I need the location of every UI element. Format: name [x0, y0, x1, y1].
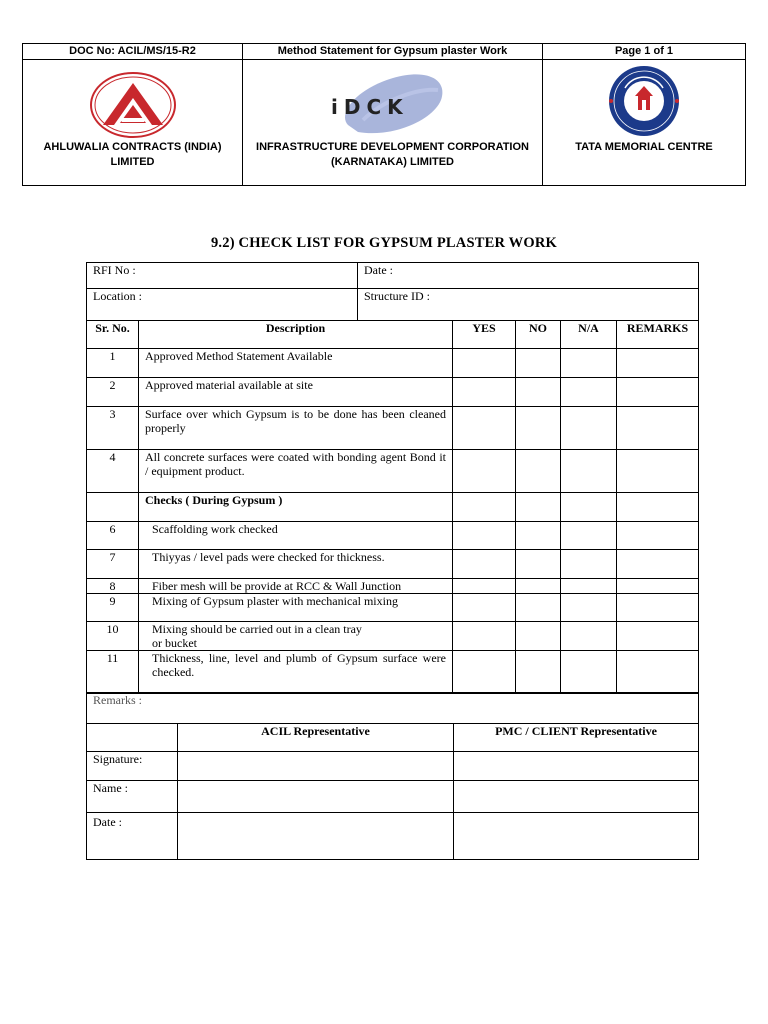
col-header-remarks: REMARKS	[617, 321, 699, 349]
idck-cell	[243, 60, 543, 186]
no-cell[interactable]	[516, 493, 561, 522]
acil-signature-field[interactable]	[178, 752, 454, 781]
item-description: Thickness, line, level and plumb of Gypsum surface were checked.	[139, 651, 453, 694]
yes-cell[interactable]	[453, 550, 516, 579]
table-row	[87, 594, 699, 622]
yes-cell[interactable]	[453, 493, 516, 522]
na-cell[interactable]	[561, 407, 617, 450]
item-number	[87, 493, 139, 522]
item-description: Fiber mesh will be provide at RCC & Wall Junction	[139, 579, 453, 594]
idck-logo-text: iDCK	[331, 95, 409, 119]
item-number: 7	[87, 550, 139, 579]
no-cell[interactable]	[516, 522, 561, 550]
checklist-table	[86, 320, 699, 694]
document-header	[22, 43, 746, 186]
checklist-title: 9.2) CHECK LIST FOR GYPSUM PLASTER WORK	[210, 235, 558, 251]
item-description: Mixing of Gypsum plaster with mechanical mixing	[139, 594, 453, 622]
no-cell[interactable]	[516, 622, 561, 651]
method-statement-title: Method Statement for Gypsum plaster Work	[243, 44, 543, 60]
item-description: Scaffolding work checked	[139, 522, 453, 550]
yes-cell[interactable]	[453, 522, 516, 550]
date-label: Date :	[87, 813, 178, 860]
signoff-corner	[87, 724, 178, 752]
info-table	[86, 262, 699, 321]
remarks-cell[interactable]	[617, 493, 699, 522]
name-label: Name :	[87, 781, 178, 813]
acil-logo	[23, 60, 242, 140]
yes-cell[interactable]	[453, 378, 516, 407]
page-number: Page 1 of 1	[543, 44, 746, 60]
na-cell[interactable]	[561, 651, 617, 694]
section-row	[87, 493, 699, 522]
yes-cell[interactable]	[453, 651, 516, 694]
yes-cell[interactable]	[453, 622, 516, 651]
no-cell[interactable]	[516, 378, 561, 407]
na-cell[interactable]	[561, 378, 617, 407]
col-header-na: N/A	[561, 321, 617, 349]
item-number: 6	[87, 522, 139, 550]
item-number: 8	[87, 579, 139, 594]
item-description: All concrete surfaces were coated with bonding agent Bond it / equipment product.	[139, 450, 453, 493]
col-header-description: Description	[139, 321, 453, 349]
item-description: Approved Method Statement Available	[139, 349, 453, 378]
table-row	[87, 450, 699, 493]
remarks-cell[interactable]	[617, 651, 699, 694]
remarks-field[interactable]: Remarks :	[87, 693, 699, 724]
date-field[interactable]: Date :	[358, 263, 699, 289]
doc-number: DOC No: ACIL/MS/15-R2	[23, 44, 243, 60]
rfi-field[interactable]: RFI No :	[87, 263, 358, 289]
pmc-name-field[interactable]	[454, 781, 699, 813]
na-cell[interactable]	[561, 579, 617, 594]
remarks-cell[interactable]	[617, 522, 699, 550]
idck-company-name: INFRASTRUCTURE DEVELOPMENT CORPORATION (KARNATAKA) LIMITED	[256, 141, 529, 168]
table-row	[87, 407, 699, 450]
remarks-cell[interactable]	[617, 622, 699, 651]
remarks-cell[interactable]	[617, 594, 699, 622]
na-cell[interactable]	[561, 493, 617, 522]
remarks-cell[interactable]	[617, 550, 699, 579]
no-cell[interactable]	[516, 579, 561, 594]
na-cell[interactable]	[561, 349, 617, 378]
item-number: 10	[87, 622, 139, 651]
no-cell[interactable]	[516, 550, 561, 579]
na-cell[interactable]	[561, 622, 617, 651]
yes-cell[interactable]	[453, 579, 516, 594]
table-row	[87, 522, 699, 550]
no-cell[interactable]	[516, 450, 561, 493]
item-description: Mixing should be carried out in a clean tray or bucket	[139, 622, 453, 651]
tmc-name: TATA MEMORIAL CENTRE	[575, 141, 713, 153]
remarks-cell[interactable]	[617, 378, 699, 407]
acil-representative-header: ACIL Representative	[178, 724, 454, 752]
no-cell[interactable]	[516, 349, 561, 378]
yes-cell[interactable]	[453, 407, 516, 450]
tmh-seal-logo	[543, 60, 745, 140]
no-cell[interactable]	[516, 651, 561, 694]
item-description: Surface over which Gypsum is to be done has been cleaned properly	[139, 407, 453, 450]
yes-cell[interactable]	[453, 450, 516, 493]
pmc-signature-field[interactable]	[454, 752, 699, 781]
item-number: 4	[87, 450, 139, 493]
no-cell[interactable]	[516, 594, 561, 622]
section-heading: Checks ( During Gypsum )	[139, 493, 453, 522]
na-cell[interactable]	[561, 594, 617, 622]
remarks-cell[interactable]	[617, 579, 699, 594]
signature-label: Signature:	[87, 752, 178, 781]
yes-cell[interactable]	[453, 594, 516, 622]
acil-date-field[interactable]	[178, 813, 454, 860]
yes-cell[interactable]	[453, 349, 516, 378]
na-cell[interactable]	[561, 522, 617, 550]
table-row	[87, 349, 699, 378]
pmc-date-field[interactable]	[454, 813, 699, 860]
table-row	[87, 378, 699, 407]
tmc-cell	[543, 60, 746, 186]
acil-name-field[interactable]	[178, 781, 454, 813]
location-field[interactable]: Location :	[87, 289, 358, 321]
item-description: Approved material available at site	[139, 378, 453, 407]
idck-logo	[243, 60, 542, 140]
na-cell[interactable]	[561, 550, 617, 579]
col-header-no: NO	[516, 321, 561, 349]
remarks-cell[interactable]	[617, 349, 699, 378]
signoff-table	[86, 692, 699, 860]
na-cell[interactable]	[561, 450, 617, 493]
acil-cell	[23, 60, 243, 186]
acil-company-name: AHLUWALIA CONTRACTS (INDIA) LIMITED	[43, 141, 222, 168]
col-header-sr: Sr. No.	[87, 321, 139, 349]
checklist-header-row	[87, 321, 699, 349]
pmc-representative-header: PMC / CLIENT Representative	[454, 724, 699, 752]
item-number: 1	[87, 349, 139, 378]
item-number: 2	[87, 378, 139, 407]
table-row	[87, 622, 699, 651]
table-row	[87, 550, 699, 579]
item-number: 9	[87, 594, 139, 622]
remarks-cell[interactable]	[617, 450, 699, 493]
col-header-yes: YES	[453, 321, 516, 349]
no-cell[interactable]	[516, 407, 561, 450]
structure-id-field[interactable]: Structure ID :	[358, 289, 699, 321]
item-description: Thiyyas / level pads were checked for thickness.	[139, 550, 453, 579]
item-number: 3	[87, 407, 139, 450]
remarks-cell[interactable]	[617, 407, 699, 450]
item-number: 11	[87, 651, 139, 694]
table-row	[87, 651, 699, 694]
table-row	[87, 579, 699, 594]
